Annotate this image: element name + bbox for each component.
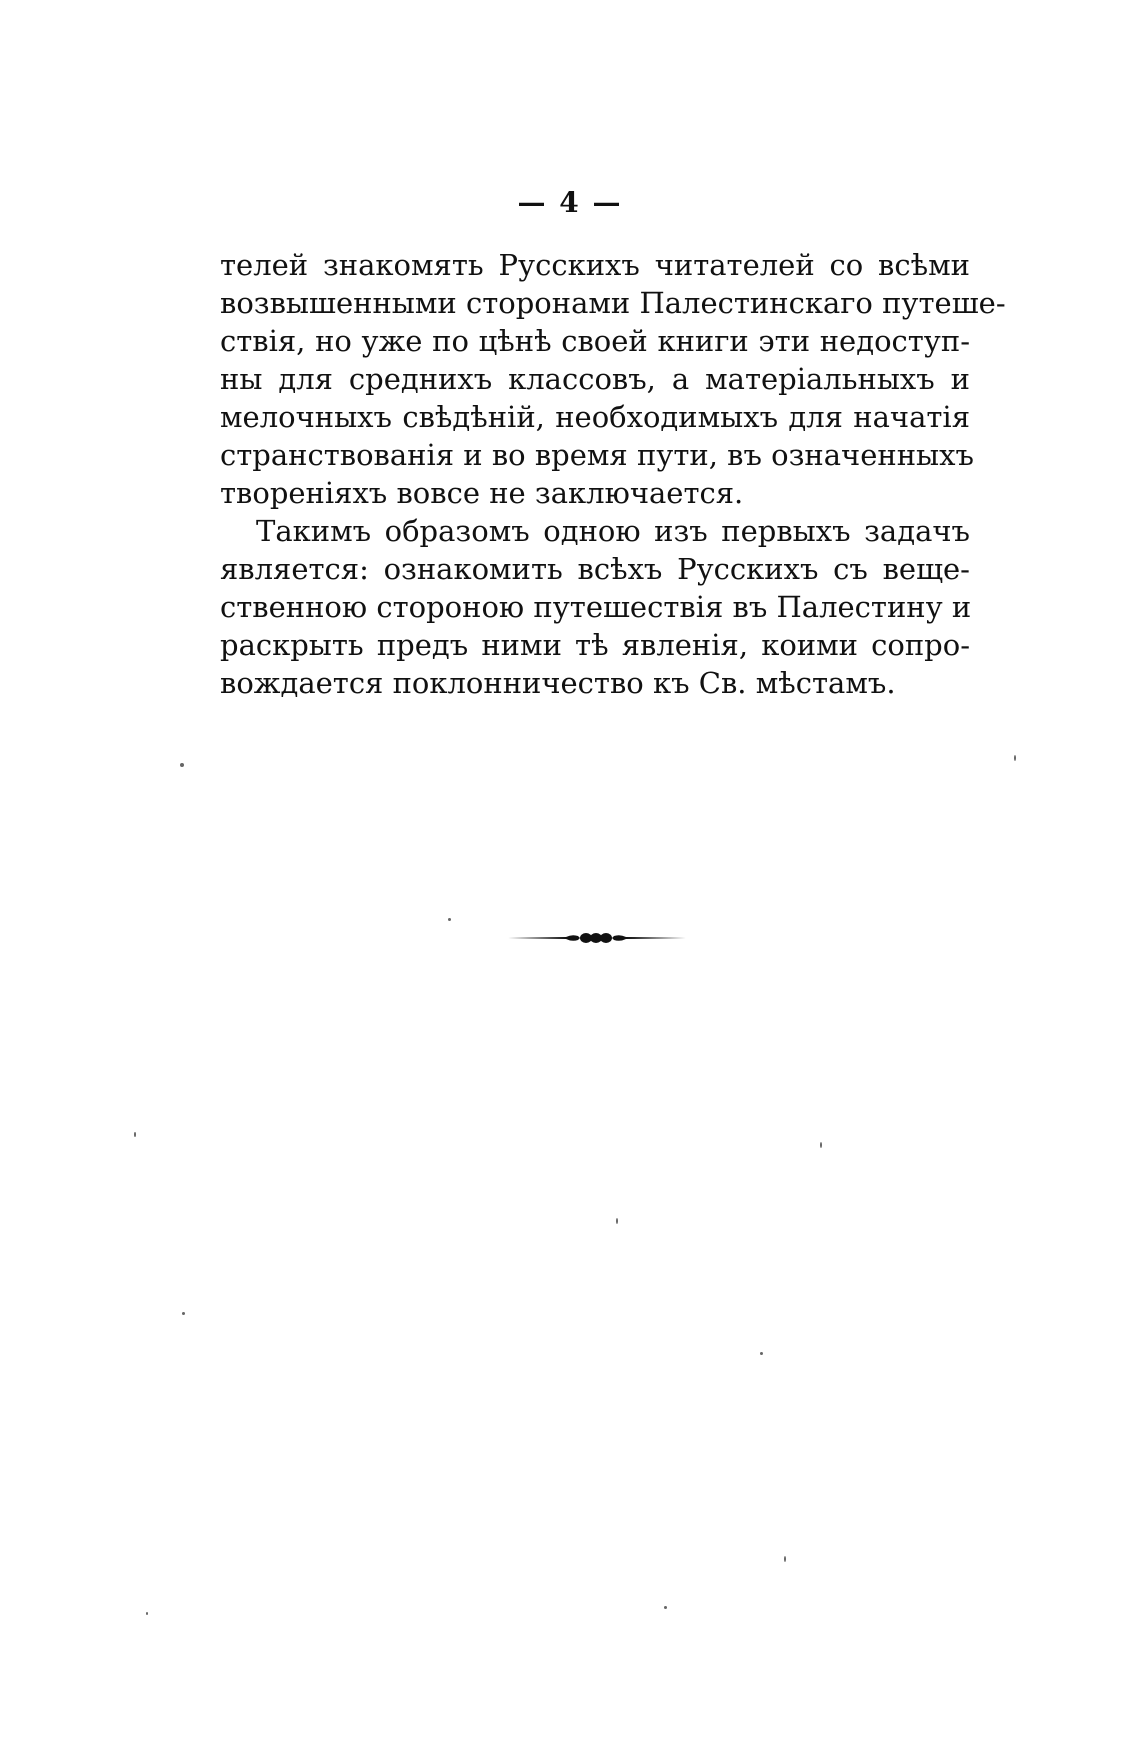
text-line: раскрыть предъ ними тѣ явленія, коими сопро- [220,628,970,662]
scan-speck [182,1312,185,1315]
scan-speck [1014,755,1016,761]
text-line: твореніяхъ вовсе не заключается. [220,476,744,510]
text-line: странствованія и во время пути, въ означенныхъ [220,438,974,472]
scan-speck [784,1556,786,1562]
text-line: телей знакомять Русскихъ читателей со всѣми [220,248,970,282]
scan-speck [664,1606,667,1609]
page-number: — 4 — [517,186,623,219]
text-line: возвышенными сторонами Палестинскаго путеше- [220,286,1006,320]
scan-speck [134,1132,136,1137]
scan-speck [146,1612,148,1615]
text-line: ствія, но уже по цѣнѣ своей книги эти недоступ- [220,324,970,358]
paragraph-1 [220,246,1006,512]
body-text [220,246,1006,702]
text-line: является: ознакомить всѣхъ Русскихъ съ веще- [220,552,970,586]
scan-speck [448,918,451,921]
text-line: ны для среднихъ классовъ, а матеріальныхъ и [220,362,970,396]
divider-ornament-icon [506,928,686,948]
scan-speck [180,763,184,767]
text-line: Такимъ образомъ одною изъ первыхъ задачъ [256,514,970,548]
scan-speck [760,1352,763,1355]
scan-speck [616,1218,618,1224]
text-line: мелочныхъ свѣдѣній, необходимыхъ для начатія [220,400,970,434]
scan-speck [820,1142,822,1148]
paragraph-2 [220,512,970,702]
text-line: ственною стороною путешествія въ Палестину и [220,590,972,624]
text-line: вождается поклонничество къ Св. мѣстамъ. [220,666,896,700]
